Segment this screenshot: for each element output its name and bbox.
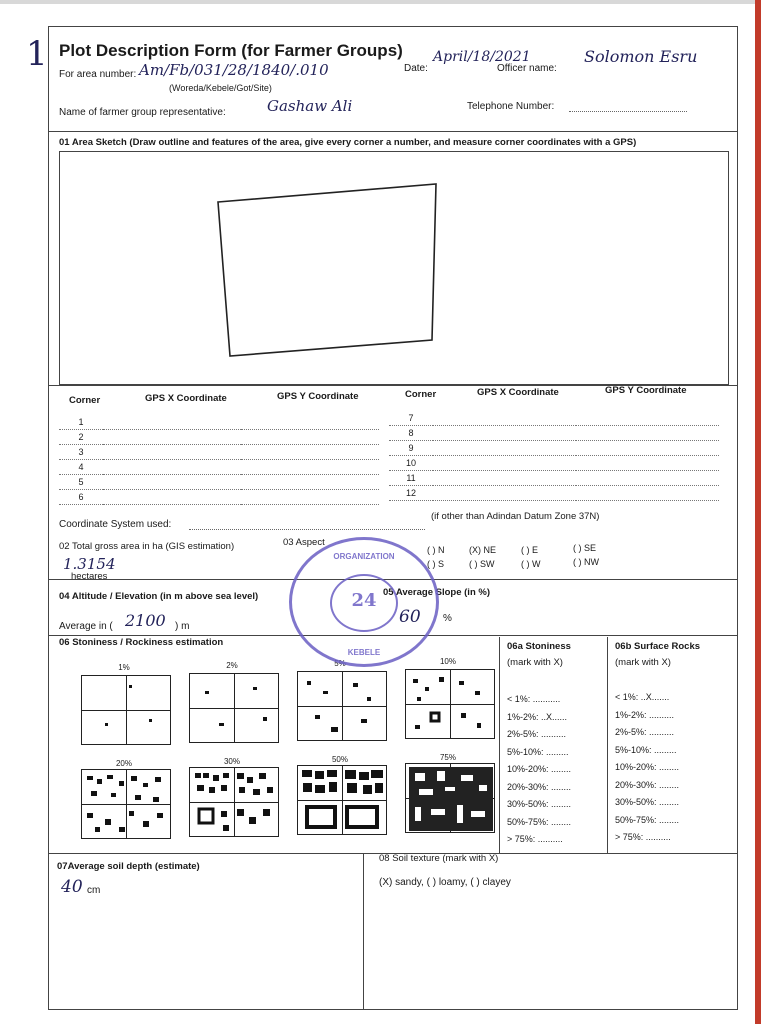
- corner-number: 11: [389, 471, 433, 486]
- altitude-prefix: Average in (: [59, 621, 113, 632]
- area-number-value: Am/Fb/031/28/1840/.010: [139, 61, 329, 79]
- official-stamp: [289, 537, 439, 667]
- surface-rock-row[interactable]: 30%-50%: ........: [615, 797, 680, 807]
- surface-rock-row[interactable]: 10%-20%: ........: [615, 762, 680, 772]
- col-header: GPS X Coordinate: [145, 393, 227, 404]
- date-value: April/18/2021: [433, 49, 531, 65]
- stoniness-col-a-title: 06a Stoniness: [507, 641, 571, 652]
- aspect-heading: 03 Aspect: [283, 537, 325, 548]
- corner-number: 1: [59, 415, 103, 430]
- officer-value: Solomon Esru: [584, 47, 698, 66]
- rock-sample-50pct: [297, 765, 387, 835]
- stamp-text-top: ORGANIZATION: [333, 552, 395, 561]
- stoniness-row[interactable]: 1%-2%: ..X......: [507, 711, 568, 722]
- area-heading: 02 Total gross area in ha (GIS estimation): [59, 541, 235, 552]
- rock-sample-20pct: [81, 769, 171, 839]
- corner-number: 9: [389, 441, 433, 456]
- stoniness-row[interactable]: < 1%: ...........: [507, 694, 561, 704]
- table-row: [59, 475, 379, 490]
- surface-rock-row[interactable]: 2%-5%: ..........: [615, 727, 675, 737]
- aspect-option-ne[interactable]: (X) NE: [469, 545, 496, 555]
- rep-value: Gashaw Ali: [267, 97, 353, 115]
- stoniness-heading: 06 Stoniness / Rockiness estimation: [59, 637, 224, 648]
- officer-label: Officer name:: [497, 63, 557, 74]
- surface-rock-row[interactable]: 20%-30%: ........: [615, 779, 680, 790]
- aspect-option-nw[interactable]: ( ) NW: [573, 557, 599, 567]
- corner-number: 8: [389, 426, 433, 441]
- stoniness-row[interactable]: 50%-75%: ........: [507, 816, 572, 827]
- coord-system-label: Coordinate System used:: [59, 519, 172, 530]
- col-header: GPS Y Coordinate: [605, 385, 687, 396]
- col-header: Corner: [69, 395, 101, 406]
- rock-label: 1%: [118, 663, 130, 672]
- col-header: GPS Y Coordinate: [277, 391, 359, 402]
- stoniness-col-a-list: [507, 691, 571, 849]
- surface-rock-row[interactable]: 1%-2%: ..........: [615, 709, 675, 720]
- slope-unit: %: [443, 613, 452, 624]
- divider: [363, 853, 364, 1009]
- stoniness-row[interactable]: 2%-5%: ..........: [507, 729, 567, 739]
- table-row: [59, 460, 379, 475]
- rock-sample-1pct: [81, 675, 171, 745]
- plot-sketch: [60, 152, 728, 384]
- stoniness-row[interactable]: 20%-30%: ........: [507, 781, 572, 792]
- slope-value: 60: [399, 607, 421, 627]
- slope-heading: 05 Average Slope (in %): [383, 587, 490, 598]
- phone-line: [569, 111, 687, 112]
- corner-number: 6: [59, 490, 103, 505]
- stamp-text-bottom: KEBELE: [347, 648, 381, 657]
- sketch-heading: 01 Area Sketch (Draw outline and features of the area, give every corner a number, and measure corner coordinates with a GPS): [59, 137, 637, 148]
- divider: [49, 131, 737, 132]
- stoniness-col-b-title: 06b Surface Rocks: [615, 641, 701, 652]
- phone-label: Telephone Number:: [467, 101, 555, 112]
- stoniness-row[interactable]: 10%-20%: ........: [507, 764, 572, 774]
- table-row: [59, 490, 379, 505]
- rock-label: 2%: [226, 661, 238, 670]
- rock-label: 50%: [331, 755, 348, 764]
- aspect-option-w[interactable]: ( ) W: [521, 559, 541, 569]
- corner-number: 2: [59, 430, 103, 445]
- rep-label: Name of farmer group representative:: [59, 107, 226, 118]
- table-row: [389, 486, 719, 501]
- date-label: Date:: [404, 63, 428, 74]
- area-number-label: For area number:: [59, 69, 137, 80]
- table-row: [389, 441, 719, 456]
- page-mark: 1: [26, 34, 48, 74]
- rock-sample-10pct: [405, 669, 495, 739]
- stamp-center: 24: [351, 590, 377, 611]
- coord-system-hint: (if other than Adindan Datum Zone 37N): [431, 511, 600, 522]
- soil-depth-heading: 07Average soil depth (estimate): [57, 861, 200, 872]
- corner-number: 12: [389, 486, 433, 501]
- altitude-heading: 04 Altitude / Elevation (in m above sea level): [59, 591, 259, 602]
- altitude-suffix: ) m: [175, 621, 190, 632]
- corner-number: 7: [389, 411, 433, 426]
- coords-table-right: [389, 411, 719, 501]
- divider: [499, 637, 500, 853]
- scan-top-edge: [0, 0, 761, 4]
- corner-number: 5: [59, 475, 103, 490]
- table-row: [389, 456, 719, 471]
- stoniness-row[interactable]: 30%-50%: ........: [507, 799, 572, 809]
- aspect-option-s[interactable]: ( ) S: [427, 559, 444, 569]
- soil-depth-unit: cm: [87, 885, 101, 896]
- table-row: [389, 411, 719, 426]
- corner-number: 10: [389, 456, 433, 471]
- rock-sample-5pct: [297, 671, 387, 741]
- surface-rock-row[interactable]: > 75%: ..........: [615, 832, 671, 842]
- soil-texture-options[interactable]: (X) sandy, ( ) loamy, ( ) clayey: [379, 877, 511, 888]
- aspect-option-sw[interactable]: ( ) SW: [469, 559, 495, 569]
- aspect-option-se[interactable]: ( ) SE: [573, 543, 597, 553]
- form-page: [48, 26, 738, 1010]
- col-header: Corner: [405, 389, 437, 400]
- table-row: [389, 426, 719, 441]
- rock-label: 5%: [334, 659, 346, 668]
- table-row: [59, 415, 379, 430]
- surface-rock-row[interactable]: 5%-10%: .........: [615, 744, 677, 755]
- aspect-option-n[interactable]: ( ) N: [427, 545, 445, 555]
- soil-depth-value: 40: [61, 877, 83, 897]
- aspect-option-e[interactable]: ( ) E: [521, 545, 538, 555]
- col-header: GPS X Coordinate: [477, 387, 559, 398]
- table-row: [59, 430, 379, 445]
- area-value: 1.3154: [63, 555, 116, 573]
- divider: [607, 637, 608, 853]
- surface-rock-row[interactable]: 50%-75%: ........: [615, 814, 680, 825]
- altitude-value: 2100: [125, 611, 166, 630]
- table-row: [389, 471, 719, 486]
- rock-sample-30pct: [189, 767, 279, 837]
- form-title: Plot Description Form (for Farmer Groups): [59, 41, 403, 60]
- rock-label: 30%: [223, 757, 240, 766]
- coord-system-line: [189, 529, 425, 530]
- rock-label: 75%: [439, 753, 456, 762]
- scan-right-edge: [755, 0, 761, 1024]
- stoniness-col-a-hint: (mark with X): [507, 657, 563, 668]
- rock-label: 20%: [115, 759, 132, 768]
- sketch-box: [59, 151, 729, 385]
- plot-outline: [218, 184, 436, 356]
- stoniness-row[interactable]: 5%-10%: .........: [507, 746, 569, 757]
- rock-sample-75pct: [405, 763, 495, 833]
- corner-number: 3: [59, 445, 103, 460]
- stoniness-col-b-list: [615, 689, 679, 847]
- stoniness-col-b-hint: (mark with X): [615, 657, 671, 668]
- area-unit: hectares: [71, 571, 108, 582]
- woreda-hint: (Woreda/Kebele/Got/Site): [169, 83, 272, 93]
- corner-number: 4: [59, 460, 103, 475]
- rock-sample-2pct: [189, 673, 279, 743]
- rockiness-chart: [59, 655, 497, 851]
- surface-rock-row[interactable]: < 1%: ..X.......: [615, 692, 670, 702]
- coords-table-left: [59, 415, 379, 505]
- rock-label: 10%: [439, 657, 456, 666]
- table-row: [59, 445, 379, 460]
- stoniness-row[interactable]: > 75%: ..........: [507, 834, 563, 844]
- soil-texture-heading: 08 Soil texture (mark with X): [379, 853, 499, 864]
